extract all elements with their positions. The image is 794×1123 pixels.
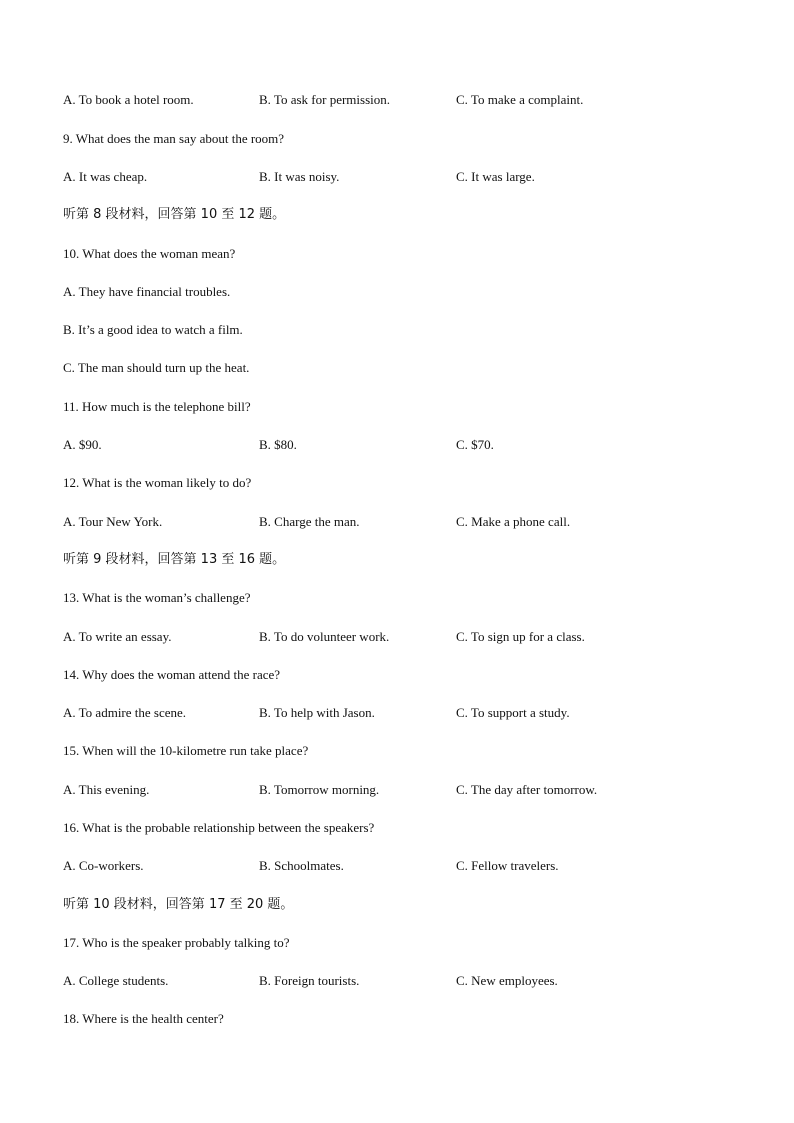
section-10-heading: 听第 10 段材料，回答第 17 至 20 题。 <box>63 897 294 912</box>
q11-question: 11. How much is the telephone bill? <box>63 399 251 414</box>
q11-option-a: A. $90. <box>63 437 102 452</box>
q9-option-c: C. It was large. <box>456 169 535 184</box>
q10-option-c: C. The man should turn up the heat. <box>63 360 250 375</box>
q9-question: 9. What does the man say about the room? <box>63 131 285 146</box>
q16-option-a: A. Co-workers. <box>63 858 144 873</box>
q17-option-b: B. Foreign tourists. <box>259 973 360 988</box>
q13-question: 13. What is the woman’s challenge? <box>63 590 251 605</box>
q13-option-c: C. To sign up for a class. <box>456 629 585 644</box>
q16-option-b: B. Schoolmates. <box>259 858 344 873</box>
q9-option-b: B. It was noisy. <box>259 169 340 184</box>
q8-option-b: B. To ask for permission. <box>259 92 391 107</box>
q18-question: 18. Where is the health center? <box>63 1011 224 1026</box>
q12-option-a: A. Tour New York. <box>63 514 163 529</box>
q8-option-c: C. To make a complaint. <box>456 92 584 107</box>
q15-question: 15. When will the 10-kilometre run take place? <box>63 743 309 758</box>
q13-option-a: A. To write an essay. <box>63 629 172 644</box>
q11-option-b: B. $80. <box>259 437 297 452</box>
q12-option-c: C. Make a phone call. <box>456 514 571 529</box>
q15-option-c: C. The day after tomorrow. <box>456 782 598 797</box>
q9-option-a: A. It was cheap. <box>63 169 148 184</box>
q12-question: 12. What is the woman likely to do? <box>63 475 252 490</box>
section-8-heading: 听第 8 段材料，回答第 10 至 12 题。 <box>63 207 286 222</box>
q14-option-b: B. To help with Jason. <box>259 705 375 720</box>
q10-option-a: A. They have financial troubles. <box>63 284 231 299</box>
q17-option-c: C. New employees. <box>456 973 558 988</box>
q14-option-c: C. To support a study. <box>456 705 570 720</box>
q10-question: 10. What does the woman mean? <box>63 246 236 261</box>
q14-question: 14. Why does the woman attend the race? <box>63 667 281 682</box>
q14-option-a: A. To admire the scene. <box>63 705 187 720</box>
section-9-heading: 听第 9 段材料，回答第 13 至 16 题。 <box>63 552 286 567</box>
q17-question: 17. Who is the speaker probably talking to? <box>63 935 290 950</box>
q17-option-a: A. College students. <box>63 973 169 988</box>
q11-option-c: C. $70. <box>456 437 494 452</box>
q15-option-a: A. This evening. <box>63 782 150 797</box>
q16-question: 16. What is the probable relationship between the speakers? <box>63 820 375 835</box>
q12-option-b: B. Charge the man. <box>259 514 360 529</box>
q15-option-b: B. Tomorrow morning. <box>259 782 380 797</box>
q8-option-a: A. To book a hotel room. <box>63 92 194 107</box>
q13-option-b: B. To do volunteer work. <box>259 629 390 644</box>
q16-option-c: C. Fellow travelers. <box>456 858 559 873</box>
q10-option-b: B. It’s a good idea to watch a film. <box>63 322 243 337</box>
